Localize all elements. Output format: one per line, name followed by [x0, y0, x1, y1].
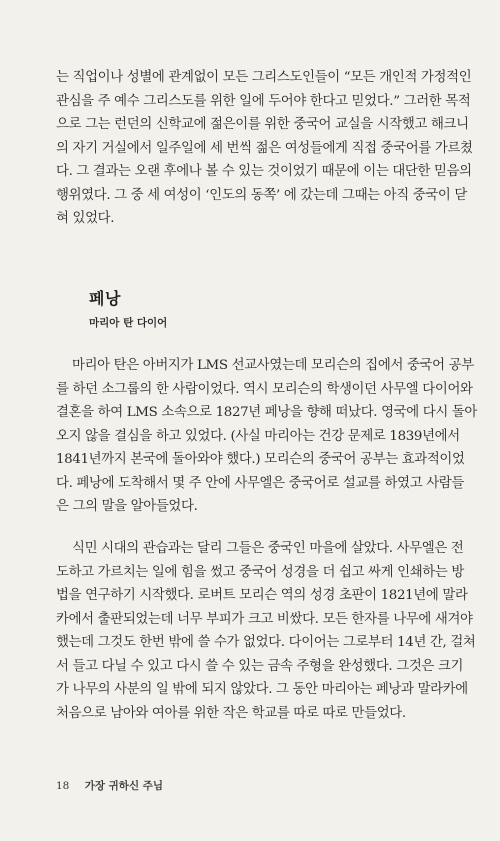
text-line: 관심을 주 예수 그리스도를 위한 일에 두어야 한다고 믿었다.” 그러한 목적 — [56, 93, 471, 109]
text-line: 했는데 그것도 한번 밖에 쓸 수가 없었다. 다이어는 그로부터 14년 간, 걸쳐 — [56, 635, 476, 650]
text-line: 다. 그 결과는 오랜 후에나 볼 수 있는 것이었기 때문에 이는 대단한 믿음의 — [56, 164, 472, 179]
text-line: 서 들고 다닐 수 있고 다시 쓸 수 있는 금속 주형을 완성했다. 그것은 크기 — [56, 658, 464, 674]
text-line: 마리아 탄은 아버지가 LMS 선교사였는데 모리슨의 집에서 중국어 공부 — [72, 358, 474, 373]
text-line: 법을 연구하기 시작했다. 로버트 모리슨 역의 성경 초판이 1821년에 말라 — [56, 588, 468, 603]
text-line: 오지 않을 결심을 하고 있었다. (사실 마리아는 건강 문제로 1839년에서 — [56, 428, 460, 444]
text-line: 는 직업이나 성별에 관계없이 모든 그리스도인들이 “모든 개인적 가정적인 — [56, 70, 472, 85]
text-line: 의 자기 거실에서 일주일에 세 번씩 젊은 여성들에게 직접 중국어를 가르쳤 — [56, 140, 473, 156]
page-number: 18 — [56, 780, 70, 792]
section-subtitle: 마리아 탄 다이어 — [89, 317, 168, 329]
text-line: 은 그의 말을 알아들었다. — [56, 499, 198, 514]
text-line: 결혼을 하여 LMS 소속으로 1827년 페낭을 향해 떠났다. 영국에 다시 돌아 — [56, 405, 478, 420]
text-line: 처음으로 남아와 여아를 위한 작은 학교를 따로 따로 만들었다. — [56, 705, 406, 721]
text-line: 으로 그는 런던의 신학교에 젊은이를 위한 중국어 교실을 시작했고 해크니 — [56, 117, 469, 132]
paragraph-3 — [56, 537, 476, 725]
text-line: 다. 페낭에 도착해서 몇 주 안에 사무엘은 중국어로 설교를 하였고 사람들 — [56, 475, 464, 491]
text-line: 가 나무의 사분의 일 밖에 되지 않았다. 그 동안 마리아는 페낭과 말라카에 — [56, 682, 468, 697]
text-line: 식민 시대의 관습과는 달리 그들은 중국인 마을에 살았다. 사무엘은 전 — [72, 541, 464, 556]
text-line: 1841년까지 본국에 돌아와야 했다.) 모리슨의 중국어 공부는 효과적이었 — [56, 452, 465, 467]
text-line: 카에서 출판되었는데 너무 부피가 크고 비쌌다. 모든 한자를 나무에 새겨야 — [56, 611, 473, 627]
page-footer — [56, 778, 163, 793]
text-line: 를 하던 소그룹의 한 사람이었다. 역시 모리슨의 학생이던 사무엘 다이어와 — [56, 381, 473, 397]
paragraph-1 — [56, 66, 473, 231]
text-line: 행위였다. 그 중 세 여성이 ‘인도의 동쪽’ 에 갔는데 그때는 아직 중국이 닫 — [56, 187, 467, 203]
section-title: 페낭 — [89, 289, 121, 308]
paragraph-2 — [56, 354, 478, 519]
running-title: 가장 귀하신 주님 — [84, 780, 164, 792]
text-line: 도하고 가르치는 일에 힘을 썼고 중국어 성경을 더 쉽고 싸게 인쇄하는 방 — [56, 564, 464, 580]
text-line: 혀 있었다. — [56, 211, 115, 226]
